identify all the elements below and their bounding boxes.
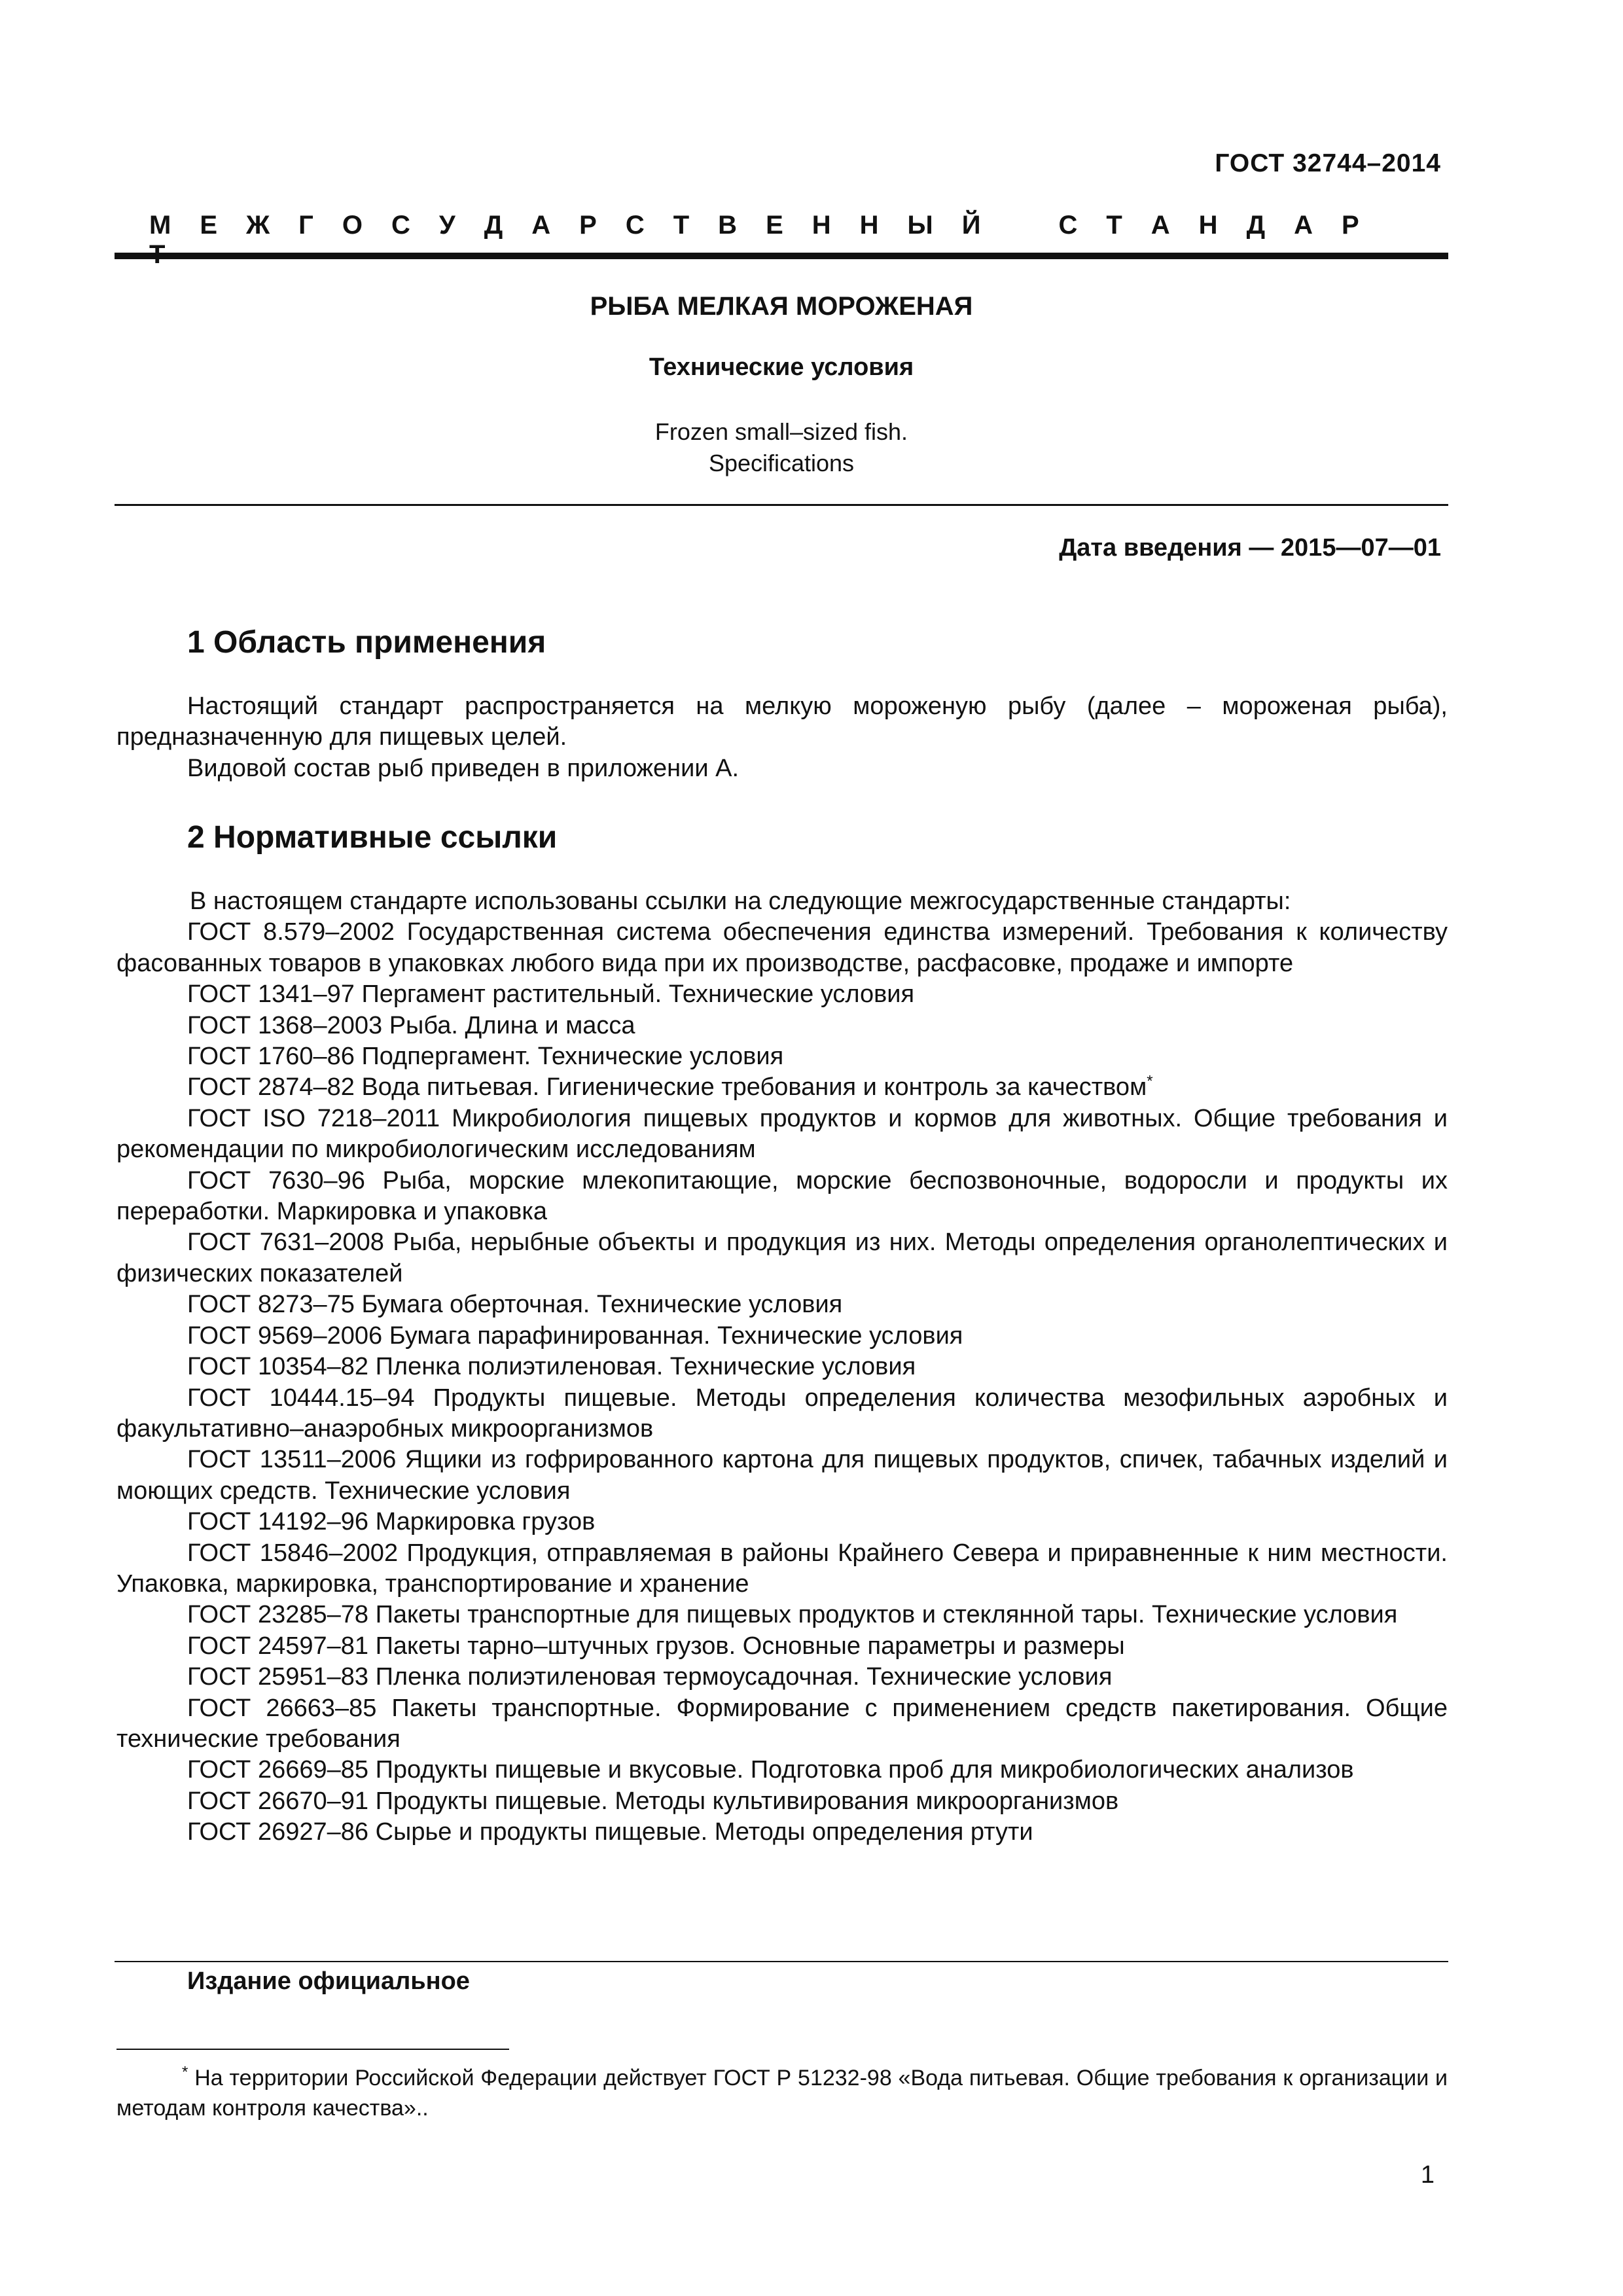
heading-letter: А xyxy=(531,211,552,240)
reference-item: ГОСТ 8.579–2002 Государственная система обеспечения единства измерений. Требования к количеству фасованных товаров в упаковках любого вида при их производстве, расфасовке, продаже и импорте xyxy=(116,918,1448,977)
document-title: РЫБА МЕЛКАЯ МОРОЖЕНАЯ xyxy=(590,292,973,321)
paragraph: Настоящий стандарт распространяется на мелкую мороженую рыбу (далее – мороженая рыба), предназначенную для пищевых целей. xyxy=(116,692,1448,751)
heading-letter: Н xyxy=(1198,211,1219,240)
reference-item: ГОСТ 26669–85 Продукты пищевые и вкусовые. Подготовка проб для микробиологических анализов xyxy=(187,1756,1354,1784)
section-2-heading: 2 Нормативные ссылки xyxy=(187,820,558,855)
heading-letter: С xyxy=(1058,211,1079,240)
reference-item: ГОСТ 23285–78 Пакеты транспортные для пищевых продуктов и стеклянной тары. Технические условия xyxy=(187,1601,1398,1629)
footnote-marker: * xyxy=(1147,1072,1153,1090)
reference-item: ГОСТ 7631–2008 Рыба, нерыбные объекты и продукция из них. Методы определения органолептических и физических показателей xyxy=(116,1229,1448,1287)
footnote-text xyxy=(116,2063,1448,2123)
heading-letter: М xyxy=(149,211,172,240)
heading-letter: Р xyxy=(1341,211,1360,240)
title-block-rule xyxy=(115,504,1448,506)
heading-letter: А xyxy=(1294,211,1313,240)
heading-letter: Т xyxy=(1106,211,1123,240)
reference-item: ГОСТ 25951–83 Пленка полиэтиленовая термоусадочная. Технические условия xyxy=(187,1663,1113,1691)
document-number: ГОСТ 32744–2014 xyxy=(1215,149,1441,177)
heading-letter: Ж xyxy=(246,211,271,240)
reference-item: ГОСТ 15846–2002 Продукция, отправляемая в районы Крайнего Севера и приравненные к ним местности. Упаковка, маркировка, транспортирование и хранение xyxy=(116,1539,1448,1598)
english-title-line: Specifications xyxy=(708,450,855,476)
reference-item xyxy=(116,1072,1448,1103)
paragraph: Видовой состав рыб приведен в приложении А. xyxy=(187,754,740,782)
reference-item: ГОСТ 13511–2006 Ящики из гофрированного картона для пищевых продуктов, спичек, табачных изделий и моющих средств. Технические условия xyxy=(116,1446,1448,1505)
heading-letter: Р xyxy=(579,211,597,240)
footnote-rule xyxy=(116,2049,509,2050)
heading-letter: Д xyxy=(484,211,504,240)
reference-item: ГОСТ 14192–96 Маркировка грузов xyxy=(187,1508,596,1536)
page-number: 1 xyxy=(1420,2161,1435,2189)
reference-item: ГОСТ 9569–2006 Бумага парафинированная. Технические условия xyxy=(187,1321,963,1350)
document-subtitle: Технические условия xyxy=(649,353,914,381)
heading-letter: С xyxy=(391,211,411,240)
reference-item: ГОСТ 1341–97 Пергамент растительный. Технические условия xyxy=(187,980,915,1009)
heading-letter: Е xyxy=(766,211,784,240)
heading-letter: О xyxy=(342,211,363,240)
section-1-body xyxy=(116,691,1448,784)
paragraph: В настоящем стандарте использованы ссылки на следующие межгосударственные стандарты: xyxy=(190,888,1291,915)
footnote-marker: * xyxy=(182,2063,188,2081)
heading-letter: Д xyxy=(1246,211,1266,240)
english-title-line: Frozen small–sized fish. xyxy=(654,418,908,445)
reference-item: ГОСТ 8273–75 Бумага оберточная. Технические условия xyxy=(187,1291,843,1319)
heading-letter: Е xyxy=(200,211,219,240)
reference-item: ГОСТ 26927–86 Сырье и продукты пищевые. Методы определения ртути xyxy=(187,1818,1033,1846)
reference-item: ГОСТ 26670–91 Продукты пищевые. Методы культивирования микроорганизмов xyxy=(187,1787,1119,1815)
section-2-body xyxy=(116,886,1448,1848)
reference-item: ГОСТ 1368–2003 Рыба. Длина и масса xyxy=(187,1011,635,1039)
heading-letter: Н xyxy=(812,211,832,240)
english-title xyxy=(115,416,1448,479)
heading-letter: У xyxy=(438,211,456,240)
official-edition-label: Издание официальное xyxy=(187,1967,470,1995)
heading-letter: Г xyxy=(298,211,314,240)
heading-letter: В xyxy=(718,211,738,240)
heading-letter: Й xyxy=(961,211,982,240)
heading-letter: С xyxy=(625,211,645,240)
reference-text: ГОСТ 2874–82 Вода питьевая. Гигиенические требования и контроль за качеством xyxy=(187,1073,1147,1102)
reference-item: ГОСТ 26663–85 Пакеты транспортные. Формирование с применением средств пакетирования. Общие технические требования xyxy=(116,1694,1448,1753)
heading-letter: Ы xyxy=(907,211,934,240)
header-rule xyxy=(115,253,1448,259)
reference-item: ГОСТ 10354–82 Пленка полиэтиленовая. Технические условия xyxy=(187,1353,916,1381)
reference-item: ГОСТ ISO 7218–2011 Микробиология пищевых продуктов и кормов для животных. Общие требования и рекомендации по микробиологическим исследованиям xyxy=(116,1104,1448,1164)
reference-item: ГОСТ 7630–96 Рыба, морские млекопитающие, морские беспозвоночные, водоросли и продукты их переработки. Маркировка и упаковка xyxy=(116,1166,1448,1226)
reference-item: ГОСТ 1760–86 Подпергамент. Технические условия xyxy=(187,1043,784,1071)
footnote-body: На территории Российской Федерации действует ГОСТ Р 51232-98 «Вода питьевая. Общие требования к организации и методам контроля качества».. xyxy=(116,2066,1448,2121)
section-1-heading: 1 Область применения xyxy=(187,625,546,660)
body-end-rule xyxy=(115,1961,1448,1962)
heading-letter: Н xyxy=(859,211,880,240)
footnote xyxy=(116,2063,1448,2123)
reference-item: ГОСТ 24597–81 Пакеты тарно–штучных грузов. Основные параметры и размеры xyxy=(187,1632,1125,1660)
reference-item: ГОСТ 10444.15–94 Продукты пищевые. Методы определения количества мезофильных аэробных и факультативно–анаэробных микроорганизмов xyxy=(116,1384,1448,1443)
introduction-date: Дата введения — 2015—07—01 xyxy=(1059,534,1441,562)
heading-letter: Т xyxy=(673,211,690,240)
standard-type-heading xyxy=(149,211,1393,270)
heading-letter: А xyxy=(1150,211,1171,240)
